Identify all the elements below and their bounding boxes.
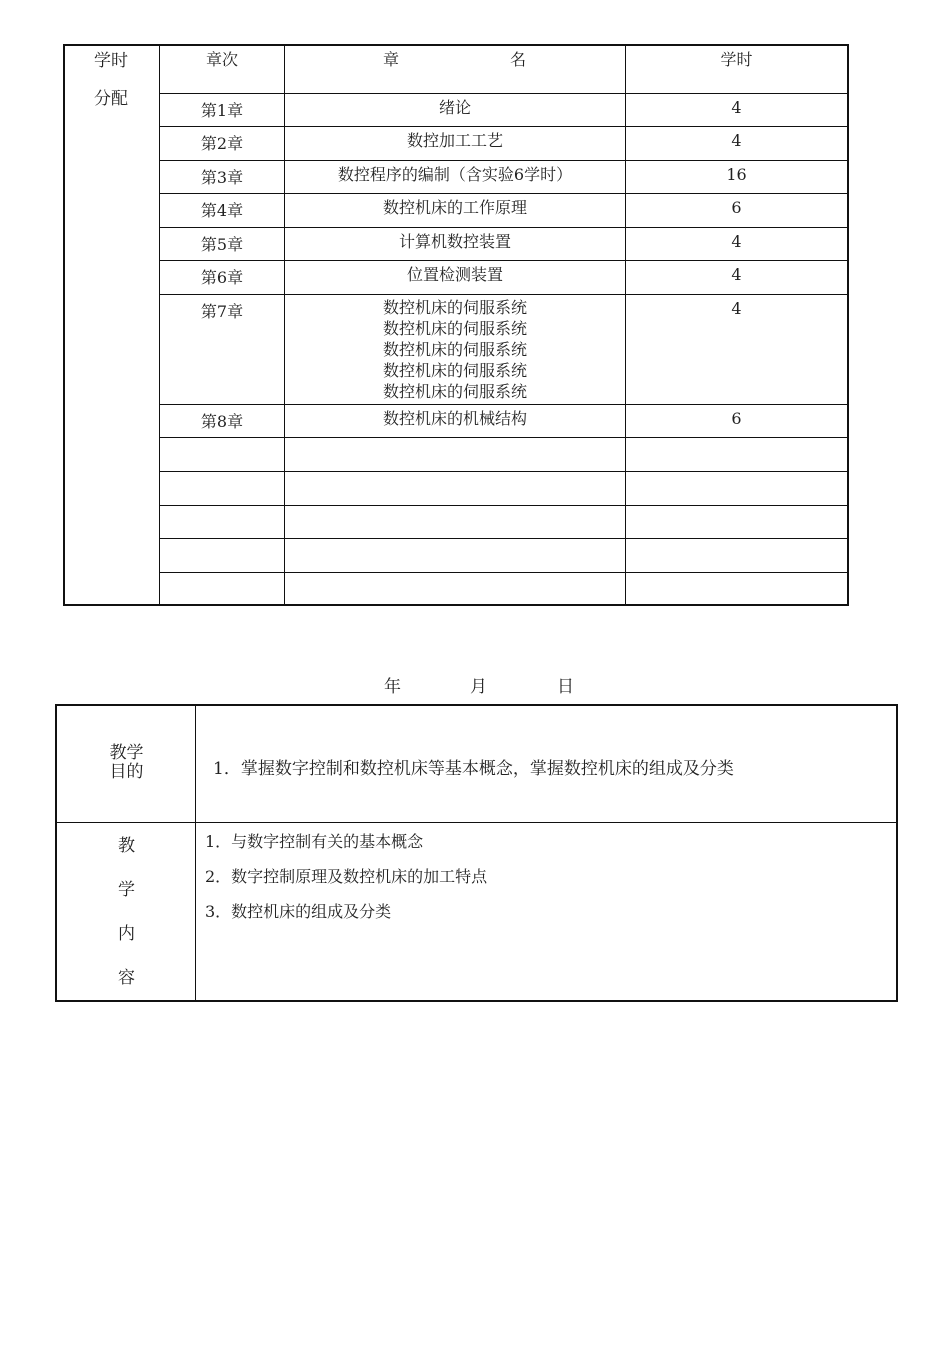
empty-cell	[285, 506, 626, 538]
empty-table-row	[160, 438, 847, 472]
lesson-plan-table	[55, 704, 898, 1002]
allocation-label-line1: 学时	[94, 51, 128, 71]
list-item: 2．数字控制原理及数控机床的加工特点	[205, 867, 488, 886]
table-row	[160, 261, 847, 295]
table-row	[160, 161, 847, 194]
table-row	[160, 295, 847, 405]
header-name-left: 章	[383, 50, 400, 69]
chapter-cell: 第8章	[160, 405, 285, 437]
goal-label-line1: 教学	[109, 743, 144, 763]
empty-cell	[626, 506, 847, 538]
chapter-cell: 第3章	[160, 161, 285, 193]
empty-cell	[626, 438, 847, 471]
empty-table-row	[160, 573, 847, 604]
chapter-name-cell: 数控加工工艺	[285, 127, 626, 160]
chapter-name-line: 数控机床的伺服系统	[382, 340, 527, 359]
hours-cell: 4	[731, 265, 742, 284]
date-year: 年	[384, 677, 401, 697]
chapter-name-line: 数控机床的伺服系统	[382, 382, 527, 401]
teaching-content-label	[57, 836, 196, 1012]
chapter-name-line: 数控机床的伺服系统	[382, 361, 527, 380]
empty-cell	[626, 472, 847, 505]
table-row	[160, 228, 847, 261]
hours-cell: 4	[731, 232, 742, 251]
table-header-row	[160, 46, 847, 94]
chapter-name-line: 数控机床的伺服系统	[382, 319, 527, 338]
content-label-char: 容	[118, 968, 135, 988]
hours-allocation-table	[63, 44, 849, 606]
table-row	[160, 405, 847, 438]
chapter-name-cell: 数控程序的编制（含实验6学时）	[285, 161, 626, 193]
empty-cell	[285, 472, 626, 505]
chapter-cell: 第6章	[160, 261, 285, 294]
chapter-name-cell: 数控机床的机械结构	[285, 405, 626, 437]
header-chapter: 章次	[160, 46, 285, 93]
table-row	[160, 94, 847, 127]
empty-cell	[160, 438, 285, 471]
hours-cell: 6	[731, 198, 742, 217]
teaching-goal-text: 1．掌握数字控制和数控机床等基本概念，掌握数控机床的组成及分类	[213, 759, 734, 779]
chapter-cell: 第7章	[160, 295, 285, 404]
teaching-content-list	[205, 830, 487, 935]
empty-table-row	[160, 472, 847, 506]
allocation-grid	[160, 46, 847, 604]
header-name-right: 名	[510, 50, 527, 69]
teaching-goal-label	[57, 744, 196, 782]
list-item: 3．数控机床的组成及分类	[205, 902, 392, 921]
chapter-cell: 第2章	[160, 127, 285, 160]
allocation-label-column	[65, 46, 160, 604]
content-label-char: 教	[118, 836, 135, 856]
chapter-name-cell	[285, 295, 626, 404]
date-month: 月	[470, 677, 487, 697]
empty-cell	[285, 539, 626, 572]
empty-cell	[160, 472, 285, 505]
empty-cell	[626, 573, 847, 604]
content-label-char: 内	[118, 924, 135, 944]
empty-cell	[160, 506, 285, 538]
chapter-name-cell: 位置检测装置	[285, 261, 626, 294]
chapter-name-cell: 计算机数控装置	[285, 228, 626, 260]
empty-cell	[285, 438, 626, 471]
empty-table-row	[160, 506, 847, 539]
chapter-cell: 第4章	[160, 194, 285, 227]
empty-table-row	[160, 539, 847, 573]
empty-cell	[285, 573, 626, 604]
chapter-name-line: 数控机床的伺服系统	[382, 298, 527, 317]
table-row	[160, 194, 847, 228]
header-chapter-name	[285, 46, 626, 93]
allocation-label-line2: 分配	[94, 89, 128, 109]
hours-cell: 4	[731, 98, 742, 117]
hours-cell: 4	[731, 131, 742, 150]
chapter-name-cell: 数控机床的工作原理	[285, 194, 626, 227]
chapter-cell: 第1章	[160, 94, 285, 126]
content-label-char: 学	[118, 880, 135, 900]
empty-cell	[160, 539, 285, 572]
hours-cell: 4	[731, 299, 742, 318]
chapter-cell: 第5章	[160, 228, 285, 260]
row-divider	[57, 822, 896, 823]
hours-cell: 16	[726, 165, 747, 184]
chapter-name-cell: 绪论	[285, 94, 626, 126]
header-hours: 学时	[720, 50, 753, 69]
hours-cell: 6	[731, 409, 742, 428]
table-row	[160, 127, 847, 161]
date-day: 日	[557, 677, 574, 697]
goal-label-line2: 目的	[109, 762, 144, 782]
empty-cell	[160, 573, 285, 604]
empty-cell	[626, 539, 847, 572]
list-item: 1．与数字控制有关的基本概念	[205, 832, 424, 851]
